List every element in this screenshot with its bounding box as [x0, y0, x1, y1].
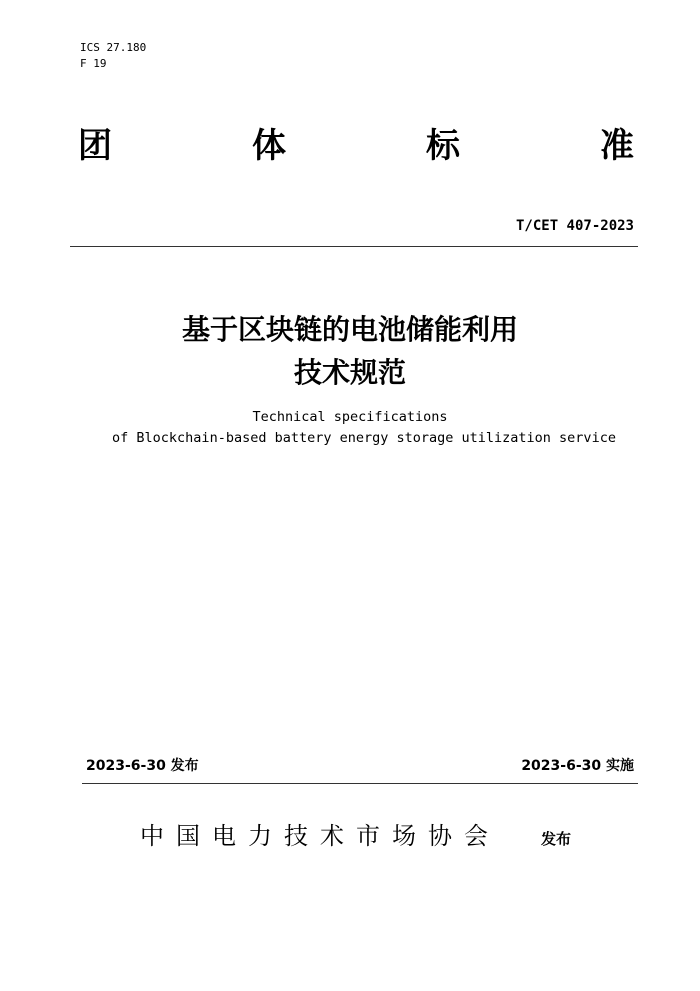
- title-chinese-line-1: 基于区块链的电池储能利用: [181, 313, 518, 346]
- standard-type-char: 团: [78, 126, 112, 166]
- implement-date: 2023-6-30 实施: [521, 758, 634, 774]
- standard-number: T/CET 407-2023: [515, 218, 634, 234]
- issuer-name: 中国电力技术市场协会: [140, 822, 500, 850]
- title-chinese-line-2: 技术规范: [293, 356, 406, 389]
- issuer-suffix: 发布: [541, 830, 572, 848]
- ics-code: ICS 27.180: [80, 41, 147, 54]
- top-divider: [70, 246, 638, 247]
- bottom-divider: [82, 783, 638, 784]
- standard-type-char: 准: [600, 126, 634, 166]
- title-english-line-1: Technical specifications: [252, 409, 448, 425]
- publish-date: 2023-6-30 发布: [86, 758, 199, 774]
- title-english-line-2: of Blockchain-based battery energy storage utilization service: [112, 430, 616, 446]
- standard-type-char: 体: [252, 126, 286, 166]
- standard-type-char: 标: [426, 126, 460, 166]
- ccs-code: F 19: [80, 57, 107, 70]
- standard-type-heading: [78, 126, 634, 166]
